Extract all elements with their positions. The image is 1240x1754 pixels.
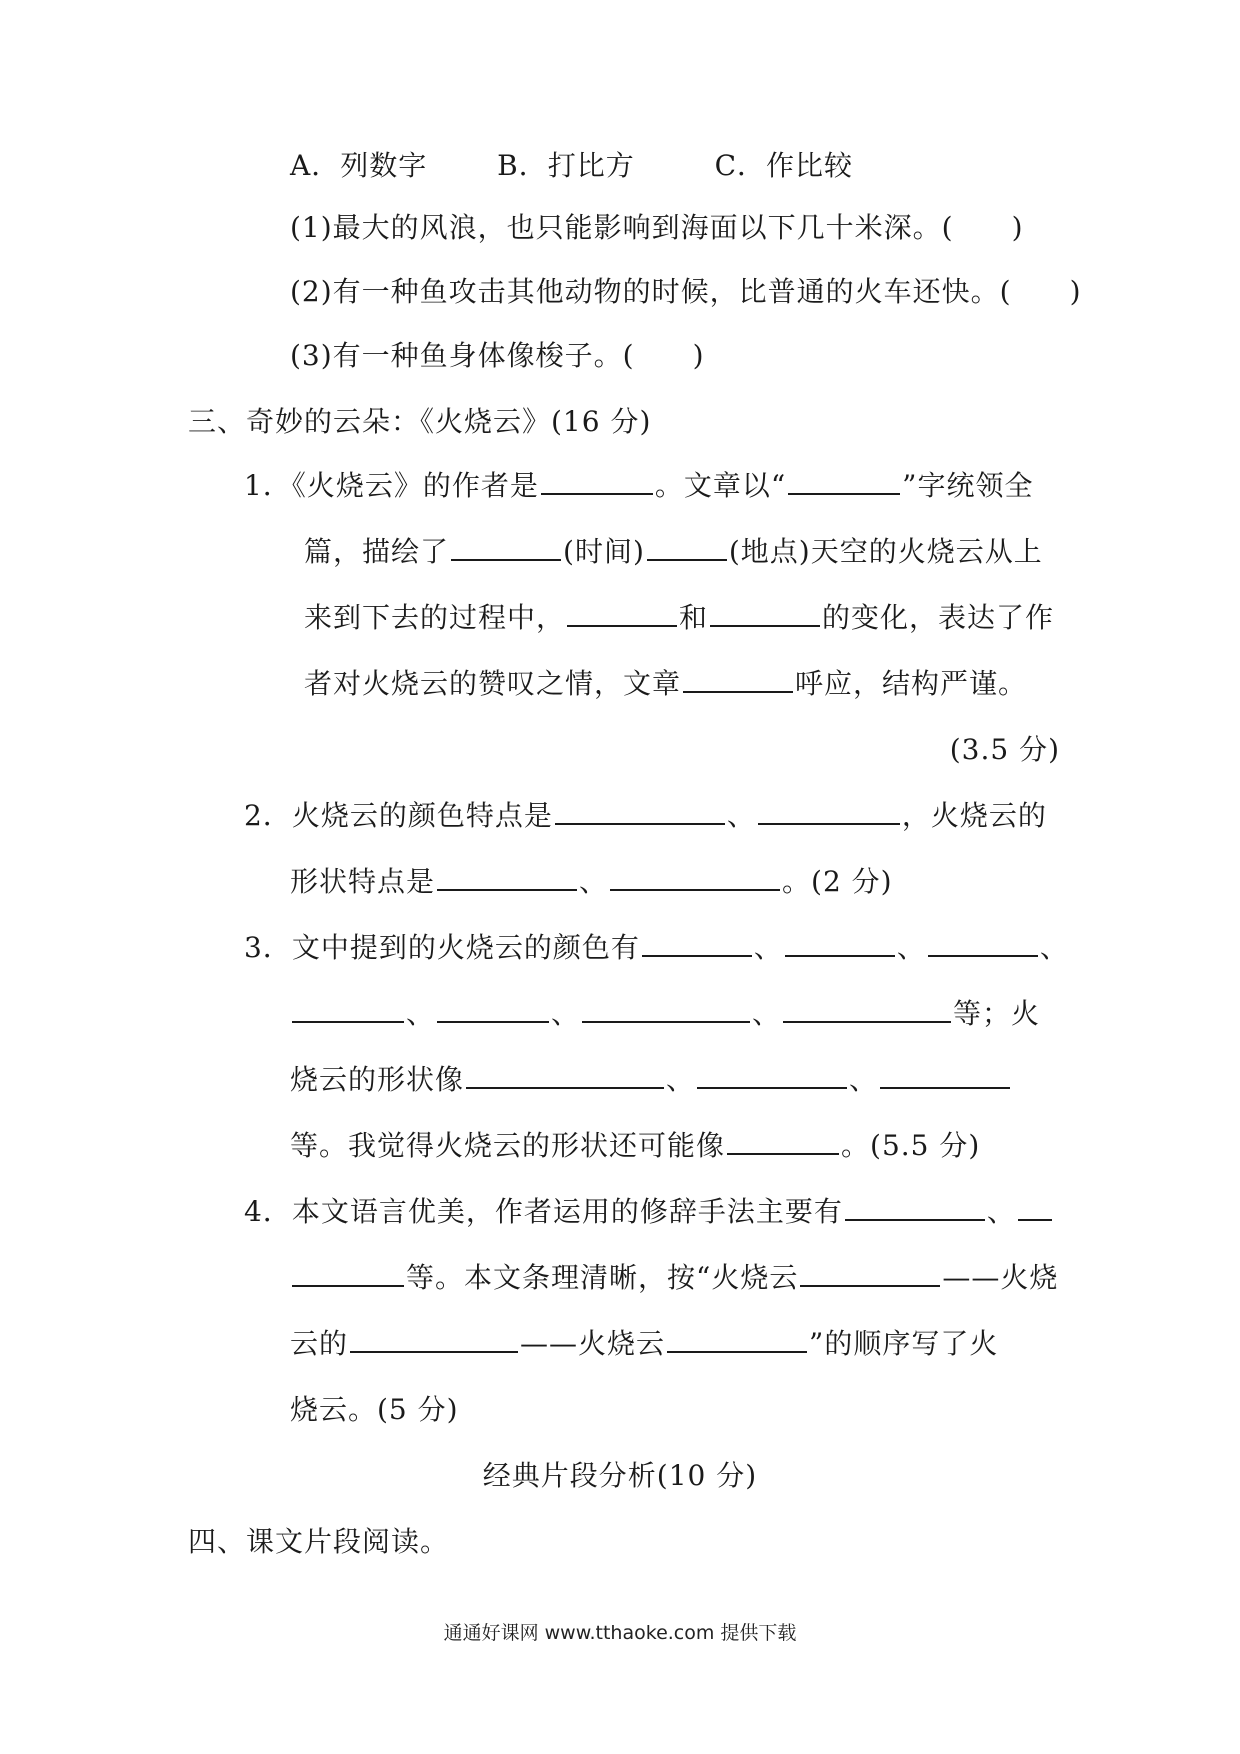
sentence-1: (1)最大的风浪，也只能影响到海面以下几十米深。( ) <box>290 211 1024 244</box>
q2-text: 。(2 分) <box>782 865 893 898</box>
q1-line-2 <box>304 532 1043 572</box>
q1-line-4 <box>304 664 1027 704</box>
q3-text: 。(5.5 分) <box>841 1129 981 1162</box>
sentence-3: (3)有一种鱼身体像梭子。( ) <box>290 339 705 372</box>
answer-blank[interactable] <box>555 797 725 825</box>
q1-text: 篇，描绘了 <box>304 535 450 568</box>
answer-blank[interactable] <box>800 1259 940 1287</box>
answer-blank[interactable] <box>758 797 900 825</box>
answer-blank[interactable] <box>350 1325 518 1353</box>
q4-text: 、 <box>986 1195 1016 1228</box>
answer-blank[interactable] <box>292 1259 404 1287</box>
q1-text: 。文章以“ <box>654 469 787 502</box>
answer-blank[interactable] <box>710 599 820 627</box>
section-3-title: 三、奇妙的云朵：《火烧云》(16 分) <box>188 405 652 438</box>
answer-blank[interactable] <box>567 599 677 627</box>
q4-text: ”的顺序写了火 <box>809 1327 999 1360</box>
q2-text: 、 <box>726 799 756 832</box>
q3-text: 、 <box>551 997 581 1030</box>
q3-line-4 <box>290 1126 980 1166</box>
answer-blank[interactable] <box>582 995 750 1023</box>
q3-text: 等；火 <box>953 997 1041 1030</box>
option-b: B．打比方 <box>497 149 635 182</box>
q1-text: 来到下去的过程中， <box>304 601 566 634</box>
q1-text: ”字统领全 <box>902 469 1034 502</box>
q2-text: 、 <box>579 865 609 898</box>
q4-text: ——火烧云 <box>520 1327 666 1360</box>
answer-blank[interactable] <box>785 929 895 957</box>
q2-text: ，火烧云的 <box>901 799 1047 832</box>
answer-blank[interactable] <box>292 995 404 1023</box>
answer-blank[interactable] <box>845 1193 985 1221</box>
answer-blank[interactable] <box>451 533 561 561</box>
footer-watermark: 通通好课网 www.tthaoke.com 提供下载 <box>443 1622 797 1644</box>
answer-blank[interactable] <box>1018 1193 1052 1221</box>
option-a: A．列数字 <box>290 149 428 182</box>
answer-blank[interactable] <box>683 665 793 693</box>
q1-text: 1．《火烧云》的作者是 <box>244 469 539 502</box>
q1-score: (3.5 分) <box>949 733 1060 766</box>
answer-blank[interactable] <box>642 929 752 957</box>
answer-blank[interactable] <box>466 1061 664 1089</box>
answer-blank[interactable] <box>610 863 780 891</box>
q3-text: 等。我觉得火烧云的形状还可能像 <box>290 1129 726 1162</box>
q4-line-1 <box>244 1192 1054 1232</box>
q3-text: 3．文中提到的火烧云的颜色有 <box>244 931 640 964</box>
answer-blank[interactable] <box>880 1061 1010 1089</box>
q4-line-3 <box>290 1324 998 1364</box>
q2-line-1 <box>244 796 1047 836</box>
q3-line-3 <box>290 1060 1012 1100</box>
q4-line-2 <box>290 1258 1058 1298</box>
q2-text: 形状特点是 <box>290 865 436 898</box>
q4-text: 云的 <box>290 1327 349 1360</box>
q2-text: 2．火烧云的颜色特点是 <box>244 799 553 832</box>
q3-text: 、 <box>752 997 782 1030</box>
q2-line-2 <box>290 862 893 902</box>
q3-text: 、 <box>849 1063 879 1096</box>
q1-text: 的变化，表达了作 <box>822 601 1055 634</box>
q3-text: 、 <box>666 1063 696 1096</box>
q1-line-3 <box>304 598 1054 638</box>
option-c: C．作比较 <box>714 149 854 182</box>
q1-text: (时间) <box>563 535 645 568</box>
answer-blank[interactable] <box>727 1127 839 1155</box>
q3-text: 、 <box>1039 931 1069 964</box>
answer-blank[interactable] <box>667 1325 807 1353</box>
q4-text: 等。本文条理清晰，按“火烧云 <box>406 1261 799 1294</box>
answer-blank[interactable] <box>541 467 653 495</box>
sentence-2: (2)有一种鱼攻击其他动物的时候，比普通的火车还快。( ) <box>290 275 1082 308</box>
answer-blank[interactable] <box>437 995 549 1023</box>
answer-blank[interactable] <box>788 467 900 495</box>
answer-options <box>290 146 913 186</box>
q3-text: 、 <box>753 931 783 964</box>
subheading: 经典片段分析(10 分) <box>482 1459 758 1492</box>
q3-line-2 <box>290 994 1040 1034</box>
q1-text: 和 <box>679 601 709 634</box>
q3-line-1 <box>244 928 1069 968</box>
answer-blank[interactable] <box>928 929 1038 957</box>
answer-blank[interactable] <box>697 1061 847 1089</box>
q1-text: 者对火烧云的赞叹之情，文章 <box>304 667 682 700</box>
q4-line-4: 烧云。(5 分) <box>290 1393 459 1426</box>
answer-blank[interactable] <box>783 995 951 1023</box>
q1-text: 呼应，结构严谨。 <box>795 667 1028 700</box>
q1-text: (地点)天空的火烧云从上 <box>728 535 1043 568</box>
q3-text: 、 <box>896 931 926 964</box>
q4-text: ——火烧 <box>942 1261 1059 1294</box>
q4-text: 4．本文语言优美，作者运用的修辞手法主要有 <box>244 1195 843 1228</box>
q3-text: 烧云的形状像 <box>290 1063 465 1096</box>
answer-blank[interactable] <box>647 533 727 561</box>
q3-text: 、 <box>406 997 436 1030</box>
section-4-title: 四、课文片段阅读。 <box>188 1525 450 1558</box>
answer-blank[interactable] <box>437 863 577 891</box>
q1-line-1 <box>244 466 1033 506</box>
